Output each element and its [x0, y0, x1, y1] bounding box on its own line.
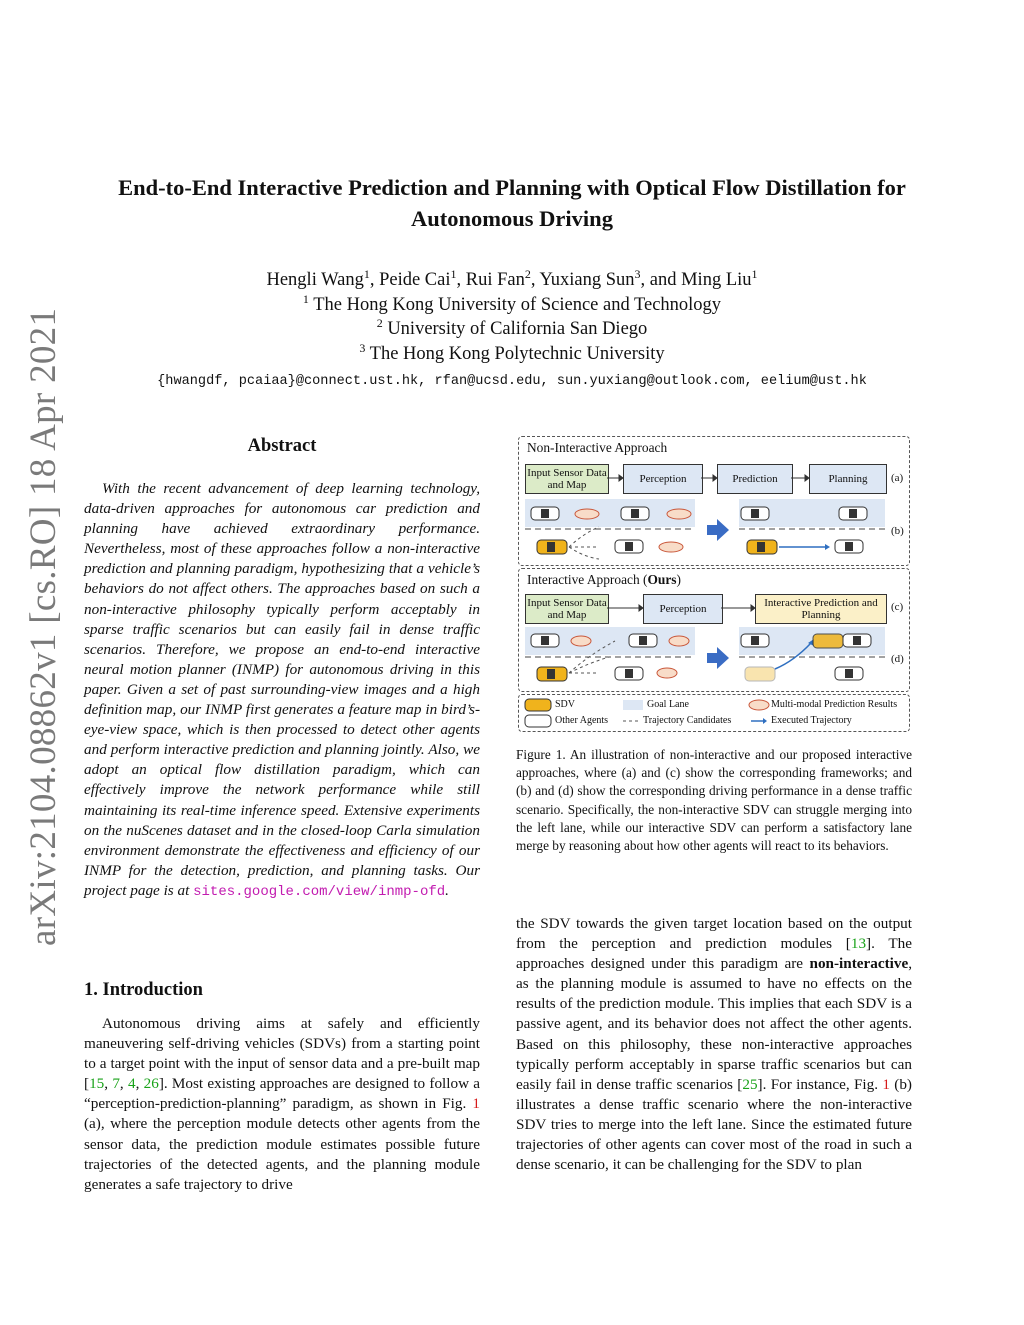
- trajectory-candidate: [569, 657, 609, 673]
- author-name: Yuxiang Sun: [539, 270, 635, 290]
- figure-ref-link[interactable]: 1: [472, 1095, 480, 1113]
- panel-title-text: ): [676, 572, 681, 587]
- car-window: [849, 509, 857, 518]
- right-column-paragraph: [516, 914, 912, 1175]
- abstract-text: With the recent advancement of deep learning technology, data-driven approaches for autonomous car prediction and planning have achieved extraordinary performance. Nevertheless, most of these approaches follow a non-interactive prediction and planning paradigm, hypothesizing that a vehicle’s behaviors do not affect others. The approaches based on such a non-interactive philosophy typically perform acceptably in sparse traffic scenarios but can easily fail in dense traffic scenarios. Therefore, we propose an end-to-end interactive neural motion planner (INMP) for autonomous driving in this paper. Given a set of past surrounding-view images and a high definition map, our INMP first generates a feature map in bird’s-eye-view space, which is then processed to detect other agents and perform interactive prediction and planning jointly. Also, we adopt an optical flow distillation paradigm, which can effectively improve the network performance while still maintaining its real-time inference speed. Extensive experiments on the nuScenes dataset and in the closed-loop Carla simulation environment demonstrate the effectiveness and efficiency of our INMP for the detection, prediction, and planning tasks. Our project page is at: [84, 480, 480, 899]
- legend-executed: Executed Trajectory: [771, 715, 852, 726]
- citation-link[interactable]: 4: [127, 1075, 136, 1093]
- prediction-ellipse: [571, 636, 591, 646]
- label-d: (d): [891, 653, 904, 665]
- citation-link[interactable]: 25: [742, 1075, 758, 1093]
- legend-sdv: SDV: [555, 699, 576, 710]
- prediction-ellipse: [657, 668, 677, 678]
- input-sensor-box: Input Sensor Data and Map: [525, 594, 609, 624]
- car-window: [631, 509, 639, 518]
- affiliation-line: [60, 317, 964, 342]
- citation-link[interactable]: 15: [89, 1075, 105, 1093]
- author-affiliation-mark: 2: [524, 266, 531, 281]
- author-affiliation-mark: 1: [450, 266, 457, 281]
- paper-title: End-to-End Interactive Prediction and Planning with Optical Flow Distillation for Autonomous Driving: [118, 175, 906, 231]
- car-window: [853, 636, 861, 645]
- car-window: [547, 669, 555, 679]
- affiliation-name: The Hong Kong University of Science and Technology: [313, 294, 722, 315]
- car-window: [541, 509, 549, 518]
- author-name: Peide Cai: [379, 270, 451, 290]
- emphasis-text: non-interactive: [809, 955, 909, 973]
- abstract-end: .: [445, 881, 449, 899]
- planning-box: Planning: [809, 464, 887, 494]
- citation-link[interactable]: 7: [112, 1075, 120, 1093]
- body-text: ]. For instance, Fig.: [757, 1075, 883, 1093]
- trajectory-candidate: [569, 547, 599, 559]
- author-affiliation-mark: 1: [751, 266, 758, 281]
- project-page-link[interactable]: sites.google.com/view/inmp-ofd: [193, 883, 446, 900]
- body-text: , as the planning module is assumed to have no effects on the results of the prediction module. This implies that each SDV is a passive agent, and its behavior does not affect the other agents. Based on this philosophy, these non-interactive approaches typically perform acceptably in sparse traffic scenarios but can easily fail in dense traffic scenarios [: [516, 955, 912, 1093]
- non-interactive-panel: [518, 436, 910, 566]
- affiliation-line: [60, 342, 964, 367]
- arxiv-identifier: arXiv:2104.08862v1 [cs.RO] 18 Apr 2021: [23, 307, 64, 946]
- intro-paragraph: Autonomous driving aims at safely and efficiently maneuvering self-driving vehicles (SDVs) from a starting point to a target point with the input of sensor data and a pre-built map [15, 7, 4, 26]. Most existing approaches are designed to follow a “perception-prediction-planning” paradigm, as shown in Fig. 1 (a), where the perception module detects other agents from the sensor data, the prediction module estimates possible future trajectories of the detected agents, and the planning module generates a safe trajectory to drive: [84, 1015, 481, 1193]
- legend-other-symbol: [525, 715, 551, 727]
- car-window: [845, 542, 853, 551]
- affiliation-number: 1: [302, 291, 309, 306]
- intro-heading: 1. Introduction: [84, 980, 203, 1000]
- interactive-diagram: [519, 569, 909, 691]
- car-window: [757, 542, 765, 552]
- author-emails: {hwangdf, pcaiaa}@connect.ust.hk, rfan@ucsd.edu, sun.yuxiang@outlook.com, eelium@ust.hk: [157, 374, 867, 389]
- legend-goal: Goal Lane: [647, 699, 689, 710]
- perception-box: Perception: [623, 464, 703, 494]
- prediction-ellipse: [575, 509, 599, 519]
- interactive-prediction-box: Interactive Prediction and Planning: [755, 594, 887, 624]
- transition-arrow: [707, 519, 729, 541]
- body-text: the SDV towards the given target location based on the output from the perception and prediction modules [: [516, 915, 912, 953]
- trajectory-candidate: [569, 527, 599, 547]
- body-text: ]. The approaches designed under this paradigm are: [516, 935, 912, 973]
- sdv-car-merged: [813, 634, 843, 648]
- car-window: [845, 669, 853, 678]
- car-window: [625, 542, 633, 551]
- car-window: [541, 636, 549, 645]
- citation-link[interactable]: 26: [143, 1075, 159, 1093]
- car-window: [751, 636, 759, 645]
- author-name: Rui Fan: [465, 270, 525, 290]
- legend-candidates: Trajectory Candidates: [643, 715, 732, 726]
- prediction-box: Prediction: [717, 464, 793, 494]
- label-c: (c): [891, 601, 904, 613]
- legend-executed-head: [763, 718, 767, 724]
- affiliation-name: The Hong Kong Polytechnic University: [369, 343, 665, 364]
- affiliation-name: University of California San Diego: [387, 319, 648, 339]
- intro-text: (a), where the perception module detects other agents from the sensor data, the prediction module estimates possible future trajectories of the detected agents, and the planning module generates a safe trajectory to drive: [84, 1115, 480, 1193]
- car-window: [547, 542, 555, 552]
- figure-legend: [518, 694, 910, 732]
- author-block: [60, 268, 964, 395]
- panel-title-text: Interactive Approach (: [527, 572, 648, 587]
- legend-sdv-symbol: [525, 699, 551, 711]
- car-window: [625, 669, 633, 678]
- flow-arrowhead: [619, 475, 623, 481]
- flow-arrowhead: [805, 475, 809, 481]
- sdv-car-ghost: [745, 667, 775, 681]
- figure-1: [518, 436, 910, 726]
- author-list: Hengli Wang$^1$, Peide Cai$^1$, Rui Fan$^2$, Yuxiang Sun$^3$, and Ming Liu$^1$: [266, 266, 758, 290]
- prediction-ellipse: [659, 542, 683, 552]
- executed-trajectory-head: [825, 544, 830, 550]
- label-b: (b): [891, 525, 904, 537]
- legend-goal-symbol: [623, 700, 643, 710]
- flow-arrowhead: [639, 605, 643, 611]
- input-sensor-box: Input Sensor Data and Map: [525, 464, 609, 494]
- body-text: (b) illustrates a dense traffic scenario where the non-interactive SDV tries to merge into the left lane. Since the estimated future trajectories of other agents can cover most of the road in such a dense scenario, it can be challenging for the SDV to plan: [516, 1075, 912, 1174]
- panel-title-ours: Ours: [647, 572, 677, 587]
- transition-arrow: [707, 647, 729, 669]
- intro-text: ]. Most existing approaches are designed to follow a “perception-prediction-planning” paradigm, as shown in Fig.: [84, 1075, 481, 1113]
- abstract-heading: Abstract: [247, 436, 317, 456]
- affiliation-number: 2: [376, 315, 383, 330]
- prediction-ellipse: [667, 509, 691, 519]
- legend-other: Other Agents: [555, 715, 609, 726]
- figure-ref-link[interactable]: 1: [882, 1075, 890, 1093]
- perception-box: Perception: [643, 594, 723, 624]
- flow-arrowhead: [713, 475, 717, 481]
- citation-link[interactable]: 13: [850, 935, 867, 953]
- label-a: (a): [891, 472, 904, 484]
- abstract-body: [84, 479, 480, 902]
- legend-multi: Multi-modal Prediction Results: [771, 699, 898, 710]
- prediction-ellipse: [669, 636, 689, 646]
- car-window: [639, 636, 647, 645]
- affiliation-line: [60, 293, 964, 318]
- author-name: Ming Liu: [681, 270, 752, 290]
- panel-title: Non-Interactive Approach: [527, 440, 668, 455]
- legend-prediction-symbol: [749, 700, 769, 710]
- figure-caption: Figure 1. An illustration of non-interactive and our proposed interactive approaches, where (a) and (c) show the corresponding frameworks; and (b) and (d) show the corresponding driving performance in a dense traffic scenario. Specifically, the non-interactive SDV can struggle merging into the left lane, while our interactive SDV can perform a satisfactory lane merge by reasoning about how other agents will react to its behaviors.: [516, 747, 912, 854]
- non-interactive-diagram: [519, 437, 909, 565]
- interactive-panel: [518, 568, 910, 692]
- author-affiliation-mark: 1: [363, 266, 370, 281]
- flow-arrowhead: [751, 605, 755, 611]
- author-name: Hengli Wang: [266, 270, 364, 290]
- intro-text: Autonomous driving aims at safely and efficiently maneuvering self-driving vehicles (SDVs) from a starting point to a target point with the input of sensor data and a pre-built map [: [84, 1015, 480, 1093]
- author-affiliation-mark: 3: [634, 266, 641, 281]
- car-window: [751, 509, 759, 518]
- affiliation-number: 3: [359, 340, 366, 355]
